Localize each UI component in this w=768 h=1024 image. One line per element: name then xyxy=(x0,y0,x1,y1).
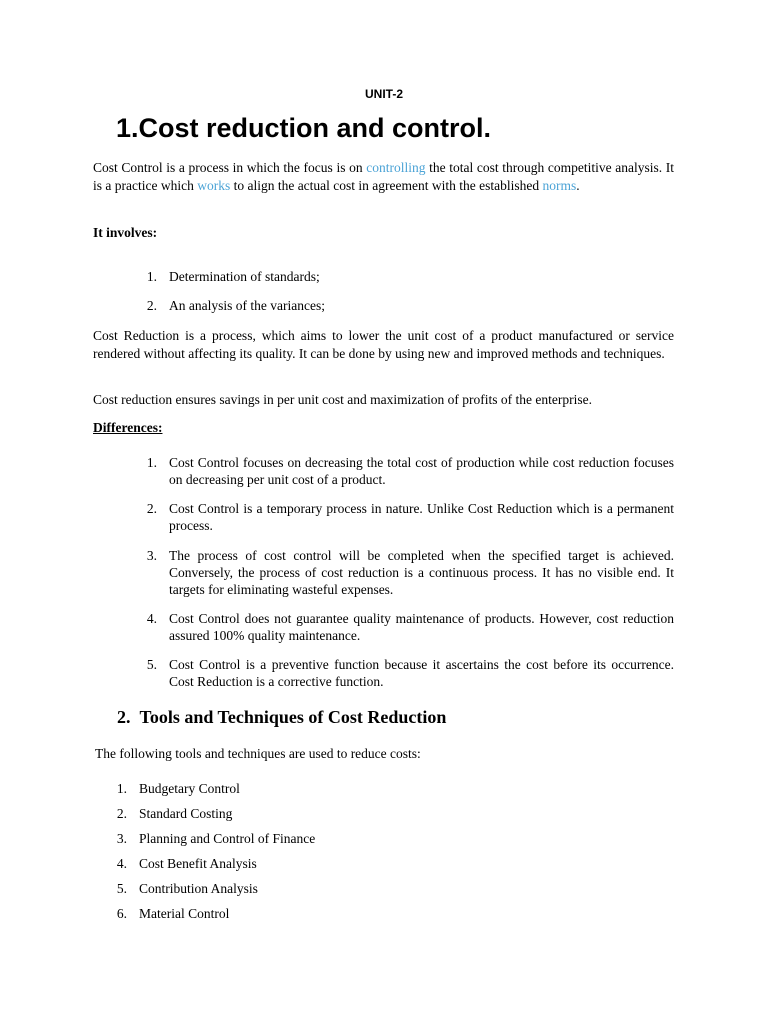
intro-text-4: . xyxy=(576,178,580,193)
list-number: 4. xyxy=(116,856,127,871)
list-text: Cost Benefit Analysis xyxy=(139,856,257,871)
unit-label: UNIT-2 xyxy=(364,87,403,101)
differences-heading: Differences: xyxy=(93,420,163,435)
list-number: 1. xyxy=(116,781,127,796)
tools-intro: The following tools and techniques are used to reduce costs: xyxy=(95,746,421,761)
list-number: 6. xyxy=(116,906,127,921)
list-text: Cost Control does not guarantee quality maintenance of products. However, cost reduction assured 100% quality maintenance. xyxy=(169,611,674,643)
list-number: 2. xyxy=(146,298,157,313)
section-1-heading xyxy=(116,113,491,144)
involves-heading: It involves: xyxy=(93,225,158,240)
list-text: Standard Costing xyxy=(139,806,233,821)
list-text: Cost Control is a temporary process in nature. Unlike Cost Reduction which is a permanent process. xyxy=(169,501,674,533)
list-number: 2. xyxy=(116,806,127,821)
list-text: Contribution Analysis xyxy=(139,881,258,896)
intro-text-3: to align the actual cost in agreement with the established xyxy=(230,178,543,193)
cost-reduction-paragraph: Cost Reduction is a process, which aims to lower the unit cost of a product manufactured or service rendered without affecting its quality. It can be done by using new and improved methods and techniques. xyxy=(93,328,674,361)
list-text: Cost Control focuses on decreasing the total cost of production while cost reduction focuses on decreasing per unit cost of a product. xyxy=(169,455,674,487)
intro-paragraph xyxy=(93,159,674,195)
intro-text-1: Cost Control is a process in which the focus is on xyxy=(93,160,367,175)
list-number: 2. xyxy=(146,501,157,516)
intro-text-2: the total cost through competitive analysis. It is a practice which xyxy=(93,160,674,193)
link-controlling[interactable]: controlling xyxy=(366,160,426,175)
list-text: Budgetary Control xyxy=(139,781,240,796)
list-number: 3. xyxy=(116,831,127,846)
list-number: 1. xyxy=(146,455,157,470)
section-2-heading xyxy=(117,707,446,728)
list-number: 5. xyxy=(146,657,157,672)
list-text: The process of cost control will be completed when the specified target is achieved. Conversely, the process of cost reduction is a continuous process. It has no visible end. It targets for eliminating wasteful expenses. xyxy=(169,548,674,597)
section-1-title: Cost reduction and control. xyxy=(138,113,492,143)
link-works[interactable]: works xyxy=(197,178,231,193)
list-text: An analysis of the variances; xyxy=(169,298,325,313)
list-text: Material Control xyxy=(139,906,230,921)
section-2-title: Tools and Techniques of Cost Reduction xyxy=(139,707,447,727)
list-text: Determination of standards; xyxy=(169,269,320,284)
savings-paragraph: Cost reduction ensures savings in per unit cost and maximization of profits of the enterprise. xyxy=(93,392,593,407)
list-number: 3. xyxy=(146,548,157,563)
link-norms[interactable]: norms xyxy=(542,178,577,193)
section-2-number: 2. xyxy=(117,707,131,727)
list-text: Planning and Control of Finance xyxy=(139,831,316,846)
list-number: 1. xyxy=(146,269,157,284)
list-number: 4. xyxy=(146,611,157,626)
list-text: Cost Control is a preventive function because it ascertains the cost before its occurrence. Cost Reduction is a corrective function. xyxy=(169,657,674,689)
section-1-number: 1. xyxy=(116,113,139,143)
list-number: 5. xyxy=(116,881,127,896)
